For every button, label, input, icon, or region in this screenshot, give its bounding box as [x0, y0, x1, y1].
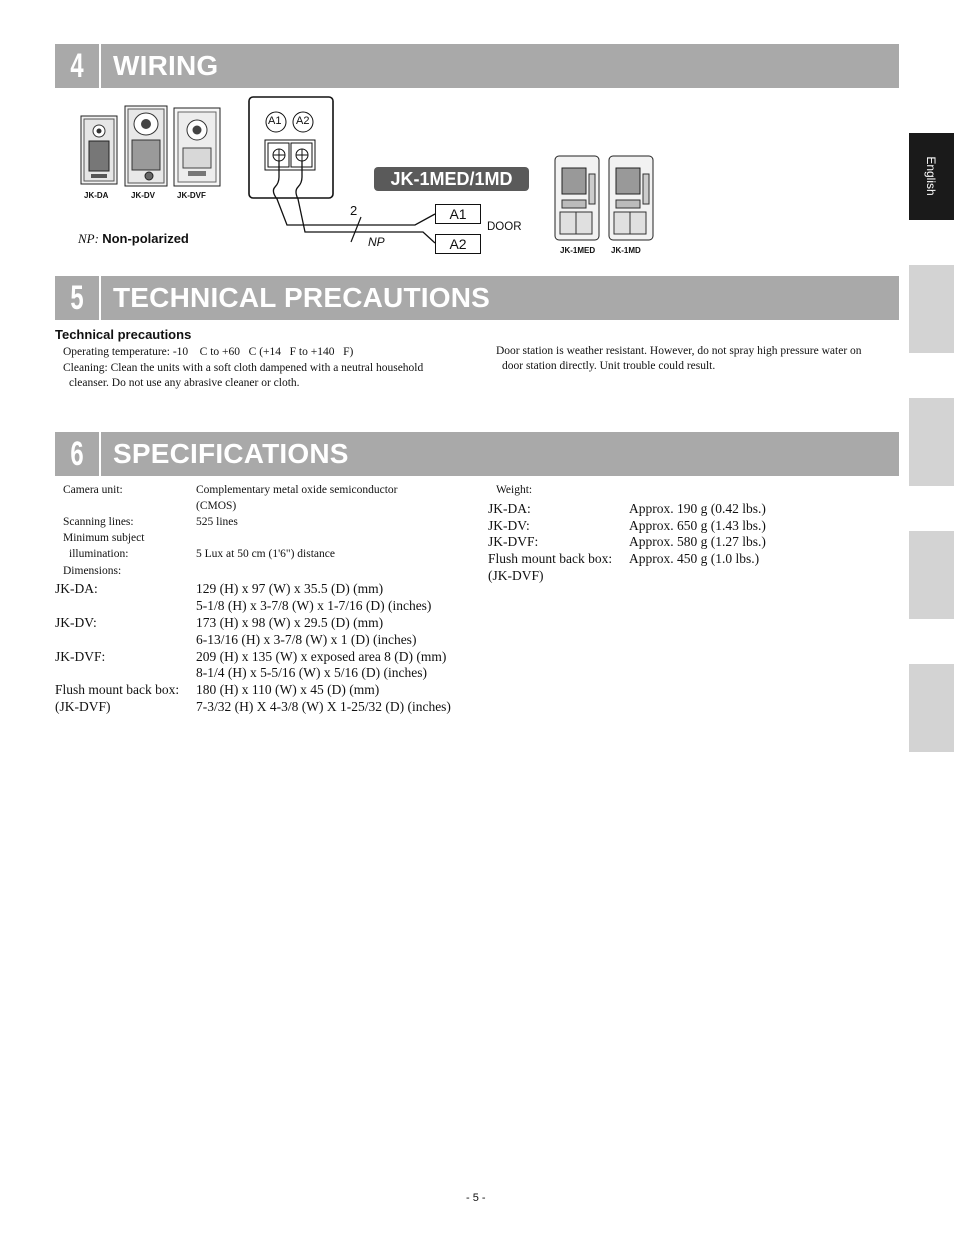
illum-label: Minimum subject	[63, 532, 145, 544]
dim-imperial: 8-1/4 (H) x 5-5/16 (W) x 5/16 (D) (inches)	[196, 665, 427, 680]
jk-1med-device-icon	[555, 156, 599, 240]
weight-model: Flush mount back box:	[488, 551, 613, 566]
jk-dv-device-icon	[125, 106, 167, 186]
flush-label-2: (JK-DVF)	[55, 699, 111, 714]
door-model-label: JK-DA	[84, 191, 109, 200]
section-header-technical	[55, 276, 899, 320]
door-terminal-a1: A1	[435, 204, 481, 224]
side-tab-5[interactable]	[909, 664, 954, 752]
section-divider	[99, 432, 101, 476]
weight-value: Approx. 650 g (1.43 lbs.)	[629, 518, 766, 533]
section-number: 4	[70, 47, 84, 85]
camera-value: Complementary metal oxide semiconductor	[196, 484, 398, 496]
scan-label: Scanning lines:	[63, 516, 134, 528]
monitor-model-label: JK-1MD	[611, 246, 641, 255]
weight-label: Weight:	[496, 484, 533, 496]
weight-value: Approx. 190 g (0.42 lbs.)	[629, 501, 766, 516]
terminal-label-a1: A1	[268, 115, 282, 127]
weight-flush-sub: (JK-DVF)	[488, 568, 544, 583]
weight-value: Approx. 450 g (1.0 lbs.)	[629, 551, 760, 566]
dimensions-label: Dimensions:	[63, 565, 122, 577]
jk-1md-device-icon	[609, 156, 653, 240]
weight-model: JK-DVF:	[488, 534, 539, 549]
terminal-label-a2: A2	[296, 115, 310, 127]
scan-value: 525 lines	[196, 516, 238, 528]
section-header-wiring	[55, 44, 899, 88]
side-tab-label: English	[924, 156, 938, 196]
section-title: SPECIFICATIONS	[113, 438, 349, 469]
section-divider	[99, 276, 101, 320]
flush-imperial: 7-3/32 (H) X 4-3/8 (W) X 1-25/32 (D) (inches)	[196, 699, 451, 714]
technical-subheading: Technical precautions	[55, 327, 192, 342]
side-tab-4[interactable]	[909, 531, 954, 619]
dim-model: JK-DVF:	[55, 649, 106, 664]
section-number: 5	[70, 279, 84, 317]
door-model-label: JK-DVF	[177, 191, 206, 200]
model-badge: JK-1MED/1MD	[374, 167, 529, 191]
np-prefix: NP:	[78, 231, 99, 246]
section-number: 6	[70, 435, 84, 473]
weight-model: JK-DV:	[488, 518, 530, 533]
door-label: DOOR	[487, 221, 522, 233]
illum-value: 5 Lux at 50 cm (1'6") distance	[196, 548, 335, 560]
np-legend	[78, 231, 189, 247]
section-header-specs	[55, 432, 899, 476]
illum-label-2: illumination:	[69, 548, 129, 560]
door-stations-illustration	[76, 104, 226, 188]
section-title: TECHNICAL PRECAUTIONS	[113, 282, 491, 313]
weight-value: Approx. 580 g (1.27 lbs.)	[629, 534, 766, 549]
dim-imperial: 5-1/8 (H) x 3-7/8 (W) x 1-7/16 (D) (inches)	[196, 598, 432, 613]
dim-model: JK-DA:	[55, 581, 98, 596]
section-divider	[99, 44, 101, 88]
door-note-line-1: Door station is weather resistant. However, do not spray high pressure water on	[496, 345, 862, 357]
cleaning-line-1: Cleaning: Clean the units with a soft cloth dampened with a neutral household	[63, 362, 424, 374]
cleaning-line-2: cleanser. Do not use any abrasive cleaner or cloth.	[69, 377, 300, 389]
dim-model: JK-DV:	[55, 615, 97, 630]
page-number: - 5 -	[466, 1192, 486, 1204]
door-terminal-a2: A2	[435, 234, 481, 254]
monitors-illustration	[553, 154, 663, 244]
dim-metric: 129 (H) x 97 (W) x 35.5 (D) (mm)	[196, 581, 384, 596]
flush-metric: 180 (H) x 110 (W) x 45 (D) (mm)	[196, 682, 380, 697]
side-tab-3[interactable]	[909, 398, 954, 486]
monitor-model-label: JK-1MED	[560, 246, 596, 255]
camera-label: Camera unit:	[63, 484, 123, 496]
dim-metric: 209 (H) x 135 (W) x exposed area 8 (D) (mm)	[196, 649, 447, 664]
side-tab-english[interactable]	[909, 133, 954, 220]
jk-dvf-device-icon	[174, 108, 220, 186]
side-tab-2[interactable]	[909, 265, 954, 353]
wire-np-label: NP	[368, 235, 385, 249]
jk-da-device-icon	[81, 116, 117, 184]
np-text: Non-polarized	[102, 231, 189, 246]
operating-temperature: Operating temperature: -10 C to +60 C (+14 F to +140 F)	[63, 346, 354, 358]
section-title: WIRING	[113, 50, 219, 81]
flush-label: Flush mount back box:	[55, 682, 180, 697]
door-note-line-2: door station directly. Unit trouble could result.	[502, 360, 716, 372]
dim-imperial: 6-13/16 (H) x 3-7/8 (W) x 1 (D) (inches)	[196, 632, 417, 647]
door-model-label: JK-DV	[131, 191, 156, 200]
camera-value-2: (CMOS)	[196, 500, 237, 512]
wire-count: 2	[350, 203, 358, 218]
dim-metric: 173 (H) x 98 (W) x 29.5 (D) (mm)	[196, 615, 384, 630]
weight-model: JK-DA:	[488, 501, 531, 516]
